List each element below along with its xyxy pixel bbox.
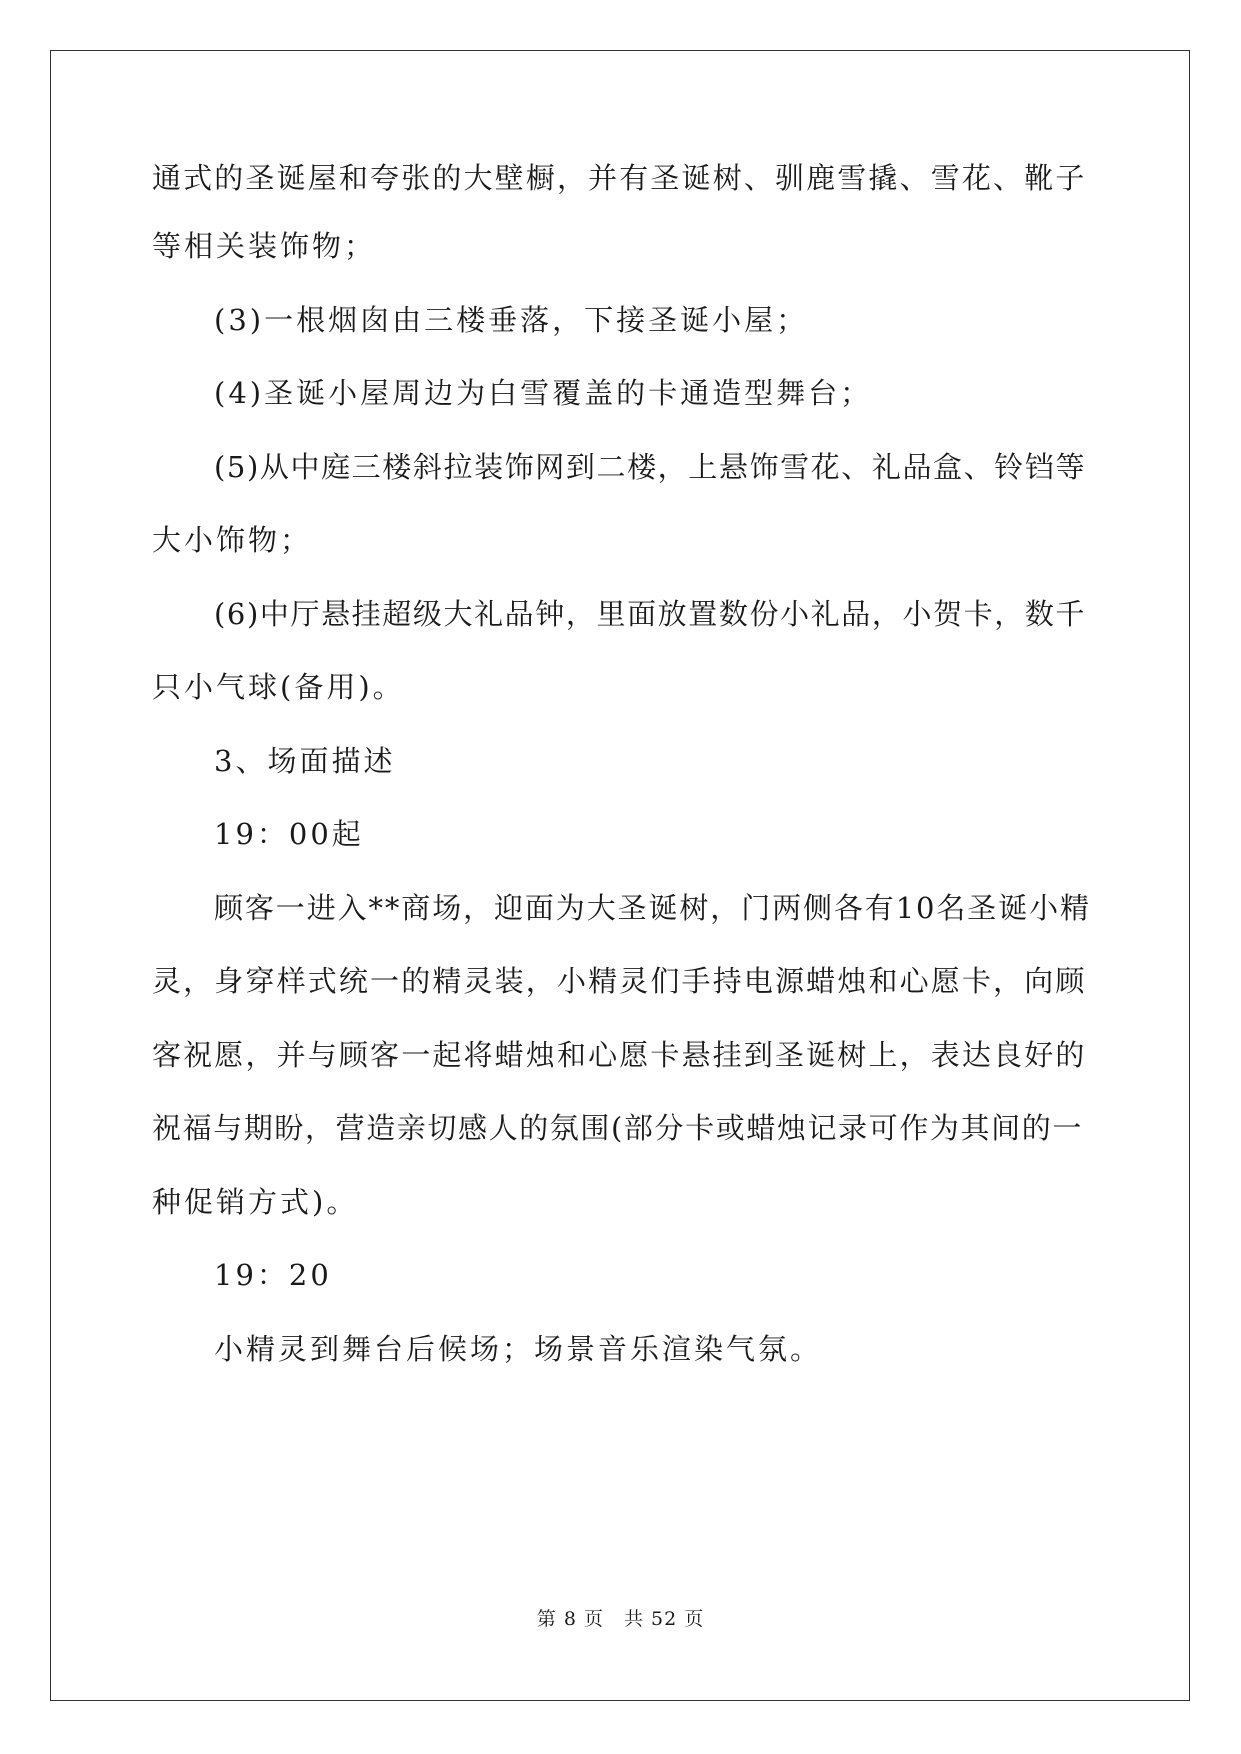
- text-line: (4)圣诞小屋周边为白雪覆盖的卡通造型舞台；: [214, 376, 873, 410]
- time-label: 19：00起: [214, 817, 364, 851]
- text-line: (5)从中庭三楼斜拉装饰网到二楼，上悬饰雪花、礼品盒、铃铛等: [214, 450, 1087, 484]
- text-line: 通式的圣诞屋和夸张的大壁橱，并有圣诞树、驯鹿雪撬、雪花、靴子: [152, 161, 1087, 195]
- text-line: 种促销方式)。: [152, 1185, 359, 1219]
- text-line: 灵，身穿样式统一的精灵装，小精灵们手持电源蜡烛和心愿卡，向顾: [152, 964, 1087, 998]
- text-line: 祝福与期盼，营造亲切感人的氛围(部分卡或蜡烛记录可作为其间的一: [152, 1111, 1083, 1145]
- text-line: 只小气球(备用)。: [152, 670, 405, 704]
- text-line: 客祝愿，并与顾客一起将蜡烛和心愿卡悬挂到圣诞树上，表达良好的: [152, 1038, 1087, 1072]
- page-number-footer: 第 8 页 共 52 页: [536, 1608, 705, 1630]
- text-line: 大小饰物；: [152, 523, 313, 557]
- section-heading: 3、场面描述: [214, 744, 396, 778]
- text-line: (6)中厅悬挂超级大礼品钟，里面放置数份小礼品，小贺卡，数千: [214, 597, 1087, 631]
- time-label: 19：20: [214, 1258, 332, 1292]
- text-line: 顾客一进入**商场，迎面为大圣诞树，门两侧各有10名圣诞小精: [214, 891, 1091, 925]
- page-border: [50, 50, 1190, 1701]
- text-line: 小精灵到舞台后候场；场景音乐渲染气氛。: [214, 1332, 823, 1366]
- text-line: 等相关装饰物；: [152, 229, 377, 263]
- text-line: (3)一根烟囱由三楼垂落，下接圣诞小屋；: [214, 303, 809, 337]
